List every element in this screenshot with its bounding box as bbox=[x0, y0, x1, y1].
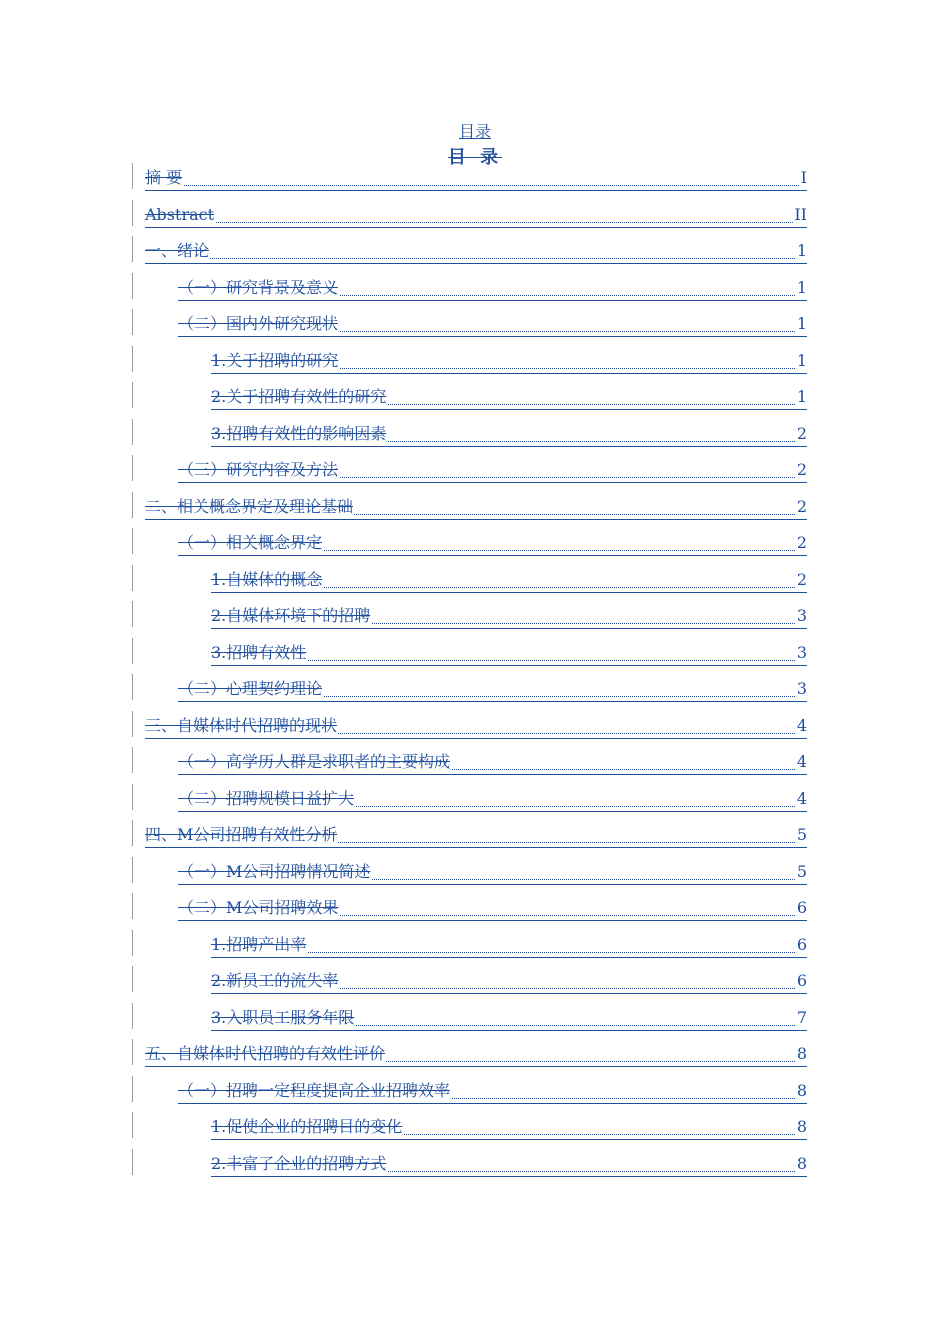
toc-entry-link[interactable] bbox=[211, 422, 807, 447]
toc-page-number: 4 bbox=[796, 714, 807, 738]
revision-change-bar bbox=[132, 1039, 133, 1065]
toc-entry[interactable] bbox=[0, 750, 950, 774]
toc-entry-title: 2.丰富了企业的招聘方式 bbox=[211, 1154, 387, 1173]
toc-entry[interactable] bbox=[0, 896, 950, 920]
toc-entry[interactable] bbox=[0, 1042, 950, 1066]
toc-entry-link[interactable] bbox=[211, 1152, 807, 1177]
toc-entry-link[interactable] bbox=[178, 860, 807, 885]
toc-entry-link[interactable] bbox=[211, 1006, 807, 1031]
toc-entry-link[interactable] bbox=[145, 166, 807, 191]
toc-entry[interactable] bbox=[0, 568, 950, 592]
revision-change-bar bbox=[132, 1076, 133, 1102]
toc-entry[interactable] bbox=[0, 422, 950, 446]
toc-entry-title: （二）心理契约理论 bbox=[178, 679, 323, 698]
toc-entry-title: （一）M公司招聘情况简述 bbox=[178, 862, 371, 881]
revision-change-bar bbox=[132, 236, 133, 262]
toc-page-number: 1 bbox=[796, 385, 807, 409]
toc-dot-leader bbox=[145, 185, 807, 186]
revision-change-bar bbox=[132, 638, 133, 664]
toc-dot-leader bbox=[145, 222, 807, 223]
toc-entry[interactable] bbox=[0, 276, 950, 300]
toc-entry[interactable] bbox=[0, 787, 950, 811]
revision-change-bar bbox=[132, 747, 133, 773]
revision-change-bar bbox=[132, 455, 133, 481]
toc-entry-title: 五、自媒体时代招聘的有效性评价 bbox=[145, 1044, 386, 1063]
revision-change-bar bbox=[132, 346, 133, 372]
toc-page-number: 3 bbox=[796, 641, 807, 665]
revision-change-bar bbox=[132, 528, 133, 554]
revision-change-bar bbox=[132, 1112, 133, 1138]
toc-entry-title: 1.促使企业的招聘目的变化 bbox=[211, 1117, 403, 1136]
toc-page-number: 8 bbox=[796, 1079, 807, 1103]
toc-entry-link[interactable] bbox=[145, 1042, 807, 1067]
toc-entry-title: 摘 要 bbox=[145, 168, 183, 187]
toc-entry-link[interactable] bbox=[211, 933, 807, 958]
toc-page-number: 7 bbox=[796, 1006, 807, 1030]
toc-entry-title: （一）研究背景及意义 bbox=[178, 278, 339, 297]
toc-entry[interactable] bbox=[0, 385, 950, 409]
toc-entry-link[interactable] bbox=[211, 385, 807, 410]
toc-page-number: 8 bbox=[796, 1152, 807, 1176]
toc-page-number: 6 bbox=[796, 933, 807, 957]
toc-entry-link[interactable] bbox=[178, 312, 807, 337]
toc-entry-link[interactable] bbox=[145, 823, 807, 848]
toc-page-number: 6 bbox=[796, 969, 807, 993]
toc-entry[interactable] bbox=[0, 823, 950, 847]
revision-change-bar bbox=[132, 1149, 133, 1175]
toc-entry-link[interactable] bbox=[211, 969, 807, 994]
toc-entry-title: 2.自媒体环境下的招聘 bbox=[211, 606, 371, 625]
toc-entry-link[interactable] bbox=[145, 203, 807, 228]
toc-entry-title: 1.招聘产出率 bbox=[211, 935, 307, 954]
toc-page-number: 5 bbox=[796, 823, 807, 847]
toc-entry-title: 一、绪论 bbox=[145, 241, 210, 260]
revision-change-bar bbox=[132, 382, 133, 408]
toc-page-number: 2 bbox=[796, 422, 807, 446]
toc-entry-link[interactable] bbox=[178, 896, 807, 921]
toc-entry[interactable] bbox=[0, 677, 950, 701]
revision-change-bar bbox=[132, 857, 133, 883]
toc-entry[interactable] bbox=[0, 239, 950, 263]
revision-change-bar bbox=[132, 966, 133, 992]
toc-entry[interactable] bbox=[0, 860, 950, 884]
toc-entry-link[interactable] bbox=[211, 1115, 807, 1140]
toc-entry-title: 3.入职员工服务年限 bbox=[211, 1008, 355, 1027]
toc-page-number: 2 bbox=[796, 531, 807, 555]
toc-entry-title: 二、相关概念界定及理论基础 bbox=[145, 497, 354, 516]
toc-entry-title: （二）招聘规模日益扩大 bbox=[178, 789, 355, 808]
toc-page-number: 4 bbox=[796, 787, 807, 811]
toc-entry-title: （一）高学历人群是求职者的主要构成 bbox=[178, 752, 451, 771]
toc-page-number: 3 bbox=[796, 604, 807, 628]
toc-entry[interactable] bbox=[0, 933, 950, 957]
revision-change-bar bbox=[132, 492, 133, 518]
toc-page-number: 1 bbox=[796, 276, 807, 300]
toc-entry[interactable] bbox=[0, 495, 950, 519]
toc-entry-link[interactable] bbox=[211, 568, 807, 593]
toc-entry[interactable] bbox=[0, 604, 950, 628]
toc-entry-title: 1.自媒体的概念 bbox=[211, 570, 323, 589]
toc-entry-link[interactable] bbox=[211, 349, 807, 374]
toc-entry-link[interactable] bbox=[178, 1079, 807, 1104]
revision-change-bar bbox=[132, 893, 133, 919]
toc-entry-link[interactable] bbox=[211, 641, 807, 666]
toc-entry[interactable] bbox=[0, 641, 950, 665]
toc-page-number: 4 bbox=[796, 750, 807, 774]
toc-entry-link[interactable] bbox=[178, 531, 807, 556]
toc-entry[interactable] bbox=[0, 458, 950, 482]
revision-change-bar bbox=[132, 674, 133, 700]
toc-entry-title: 3.招聘有效性的影响因素 bbox=[211, 424, 387, 443]
toc-page-number: I bbox=[800, 166, 807, 190]
revision-change-bar bbox=[132, 200, 133, 226]
toc-entry-title: （一）招聘一定程度提高企业招聘效率 bbox=[178, 1081, 451, 1100]
toc-page-number: 5 bbox=[796, 860, 807, 884]
revision-change-bar bbox=[132, 565, 133, 591]
toc-entry-title: 2.新员工的流失率 bbox=[211, 971, 339, 990]
toc-entry-title: 三、自媒体时代招聘的现状 bbox=[145, 716, 338, 735]
toc-page-number: 1 bbox=[796, 349, 807, 373]
toc-entry-link[interactable] bbox=[178, 677, 807, 702]
toc-page-number: 8 bbox=[796, 1042, 807, 1066]
toc-page-number: 8 bbox=[796, 1115, 807, 1139]
revision-change-bar bbox=[132, 820, 133, 846]
toc-entry[interactable] bbox=[0, 1079, 950, 1103]
toc-entry-title: Abstract bbox=[145, 205, 215, 224]
toc-entry-title: 四、M公司招聘有效性分析 bbox=[145, 825, 338, 844]
toc-small-heading: 目录 bbox=[458, 122, 491, 141]
toc-entry-title: （一）相关概念界定 bbox=[178, 533, 323, 552]
toc-page-number: 1 bbox=[796, 312, 807, 336]
toc-page-number: 3 bbox=[796, 677, 807, 701]
toc-entry-link[interactable] bbox=[178, 787, 807, 812]
toc-page-number: II bbox=[793, 203, 807, 227]
toc-entry-title: 2.关于招聘有效性的研究 bbox=[211, 387, 387, 406]
revision-change-bar bbox=[132, 930, 133, 956]
toc-entry[interactable] bbox=[0, 203, 950, 227]
toc-entry-link[interactable] bbox=[145, 714, 807, 739]
toc-entry-title: 1.关于招聘的研究 bbox=[211, 351, 339, 370]
toc-entry-title: （二）国内外研究现状 bbox=[178, 314, 339, 333]
toc-entry[interactable] bbox=[0, 312, 950, 336]
revision-change-bar bbox=[132, 784, 133, 810]
toc-entry-title: （三）研究内容及方法 bbox=[178, 460, 339, 479]
revision-change-bar bbox=[132, 419, 133, 445]
toc-entry-link[interactable] bbox=[211, 604, 807, 629]
toc-entry[interactable] bbox=[0, 1006, 950, 1030]
toc-entry[interactable] bbox=[0, 1115, 950, 1139]
toc-page-number: 6 bbox=[796, 896, 807, 920]
toc-entry-title: （二）M公司招聘效果 bbox=[178, 898, 339, 917]
toc-entry[interactable] bbox=[0, 1152, 950, 1176]
toc-entry[interactable] bbox=[0, 531, 950, 555]
toc-dot-leader bbox=[145, 258, 807, 259]
toc-entry[interactable] bbox=[0, 714, 950, 738]
revision-change-bar bbox=[132, 601, 133, 627]
revision-change-bar bbox=[132, 273, 133, 299]
toc-heading: 目 录 bbox=[447, 147, 503, 168]
revision-change-bar bbox=[132, 163, 133, 189]
toc-entry-link[interactable] bbox=[145, 495, 807, 520]
toc-entry-link[interactable] bbox=[145, 239, 807, 264]
toc-entry[interactable] bbox=[0, 969, 950, 993]
toc-entry-link[interactable] bbox=[178, 458, 807, 483]
revision-change-bar bbox=[132, 711, 133, 737]
toc-page-number: 1 bbox=[796, 239, 807, 263]
toc-page-number: 2 bbox=[796, 495, 807, 519]
toc-entry[interactable] bbox=[0, 349, 950, 373]
toc-entry-link[interactable] bbox=[178, 276, 807, 301]
toc-page-number: 2 bbox=[796, 458, 807, 482]
toc-entry-title: 3.招聘有效性 bbox=[211, 643, 307, 662]
revision-change-bar bbox=[132, 309, 133, 335]
toc-entry-link[interactable] bbox=[178, 750, 807, 775]
toc-page-number: 2 bbox=[796, 568, 807, 592]
revision-change-bar bbox=[132, 1003, 133, 1029]
toc-entry[interactable] bbox=[0, 166, 950, 190]
